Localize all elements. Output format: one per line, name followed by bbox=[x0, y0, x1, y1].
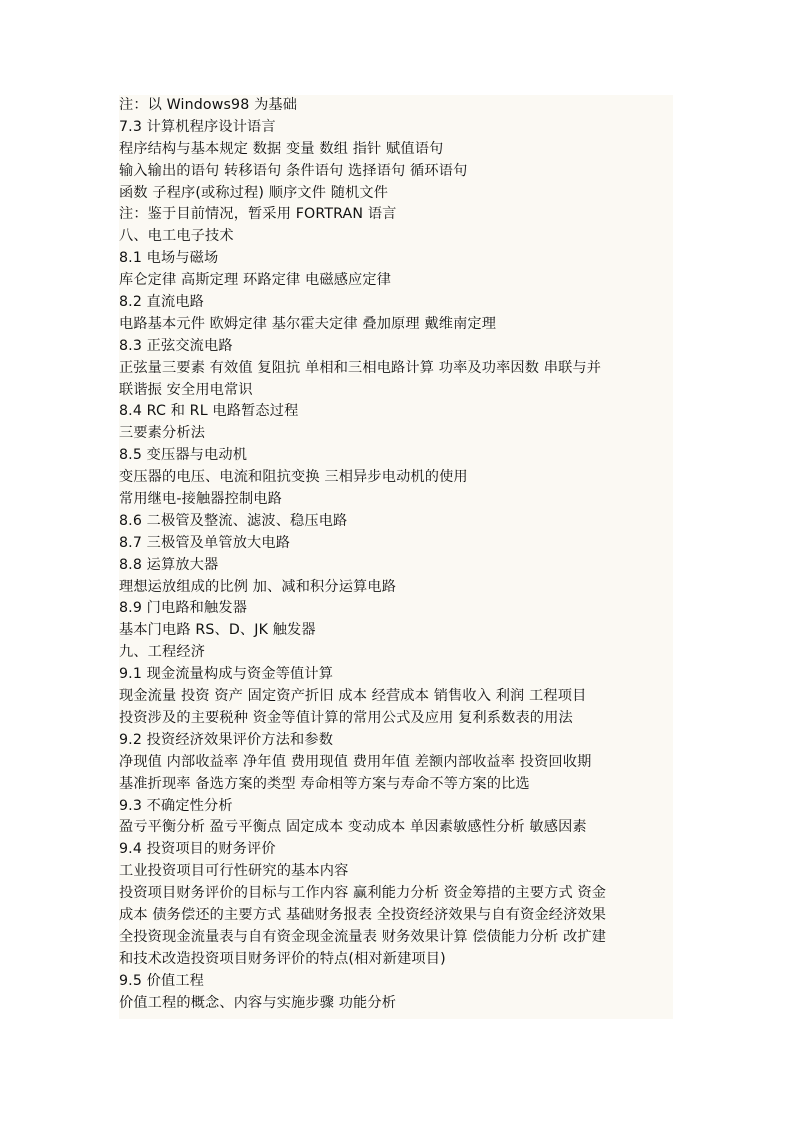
text-line: 工业投资项目可行性研究的基本内容 bbox=[119, 863, 349, 880]
heading-8-2: 8.2 直流电路 bbox=[119, 294, 205, 311]
heading-9-4: 9.4 投资项目的财务评价 bbox=[119, 841, 276, 858]
note-fortran: 注：鉴于目前情况，暂采用 FORTRAN 语言 bbox=[119, 206, 397, 223]
text-line: 投资涉及的主要税种 资金等值计算的常用公式及应用 复利系数表的用法 bbox=[119, 709, 573, 726]
text-line: 输入输出的语句 转移语句 条件语句 选择语句 循环语句 bbox=[119, 162, 468, 179]
text-line: 三要素分析法 bbox=[119, 425, 206, 442]
note-windows98: 注：以 Windows98 为基础 bbox=[119, 97, 298, 113]
heading-7-3: 7.3 计算机程序设计语言 bbox=[119, 118, 276, 135]
text-line: 常用继电-接触器控制电路 bbox=[119, 491, 282, 508]
text-line: 全投资现金流量表与自有资金现金流量表 财务效果计算 偿债能力分析 改扩建 bbox=[119, 928, 607, 945]
text-line: 变压器的电压、电流和阻抗变换 三相异步电动机的使用 bbox=[119, 469, 468, 486]
text-line: 价值工程的概念、内容与实施步骤 功能分析 bbox=[119, 994, 397, 1011]
heading-8-4: 8.4 RC 和 RL 电路暂态过程 bbox=[119, 403, 299, 420]
chapter-9-heading: 九、工程经济 bbox=[119, 644, 206, 661]
chapter-8-heading: 八、电工电子技术 bbox=[119, 228, 234, 245]
heading-9-5: 9.5 价值工程 bbox=[119, 972, 205, 989]
heading-8-3: 8.3 正弦交流电路 bbox=[119, 337, 233, 354]
text-line: 电路基本元件 欧姆定律 基尔霍夫定律 叠加原理 戴维南定理 bbox=[119, 315, 497, 332]
text-line: 成本 债务偿还的主要方式 基础财务报表 全投资经济效果与自有资金经济效果 bbox=[119, 906, 607, 923]
text-line: 基本门电路 RS、D、JK 触发器 bbox=[119, 622, 316, 639]
document-text-block bbox=[119, 95, 673, 1019]
heading-8-7: 8.7 三极管及单管放大电路 bbox=[119, 534, 291, 551]
text-line: 和技术改造投资项目财务评价的特点(相对新建项目) bbox=[119, 950, 446, 967]
text-line: 现金流量 投资 资产 固定资产折旧 成本 经营成本 销售收入 利润 工程项目 bbox=[119, 688, 587, 705]
heading-8-1: 8.1 电场与磁场 bbox=[119, 250, 219, 267]
heading-8-6: 8.6 二极管及整流、滤波、稳压电路 bbox=[119, 512, 348, 529]
heading-9-2: 9.2 投资经济效果评价方法和参数 bbox=[119, 731, 334, 748]
heading-9-1: 9.1 现金流量构成与资金等值计算 bbox=[119, 666, 334, 683]
text-line: 库仑定律 高斯定理 环路定律 电磁感应定律 bbox=[119, 272, 392, 289]
text-line: 函数 子程序(或称过程) 顺序文件 随机文件 bbox=[119, 184, 389, 201]
heading-8-8: 8.8 运算放大器 bbox=[119, 556, 219, 573]
text-line: 理想运放组成的比例 加、减和积分运算电路 bbox=[119, 578, 397, 595]
text-line: 联谐振 安全用电常识 bbox=[119, 381, 253, 398]
text-line: 投资项目财务评价的目标与工作内容 赢利能力分析 资金筹措的主要方式 资金 bbox=[119, 885, 607, 902]
text-line: 盈亏平衡分析 盈亏平衡点 固定成本 变动成本 单因素敏感性分析 敏感因素 bbox=[119, 819, 587, 836]
heading-8-5: 8.5 变压器与电动机 bbox=[119, 447, 248, 464]
heading-8-9: 8.9 门电路和触发器 bbox=[119, 600, 248, 617]
text-line: 程序结构与基本规定 数据 变量 数组 指针 赋值语句 bbox=[119, 140, 444, 157]
text-line: 净现值 内部收益率 净年值 费用现值 费用年值 差额内部收益率 投资回收期 bbox=[119, 753, 592, 770]
text-line: 正弦量三要素 有效值 复阻抗 单相和三相电路计算 功率及功率因数 串联与并 bbox=[119, 359, 602, 376]
text-line: 基准折现率 备选方案的类型 寿命相等方案与寿命不等方案的比选 bbox=[119, 775, 530, 792]
heading-9-3: 9.3 不确定性分析 bbox=[119, 797, 233, 814]
